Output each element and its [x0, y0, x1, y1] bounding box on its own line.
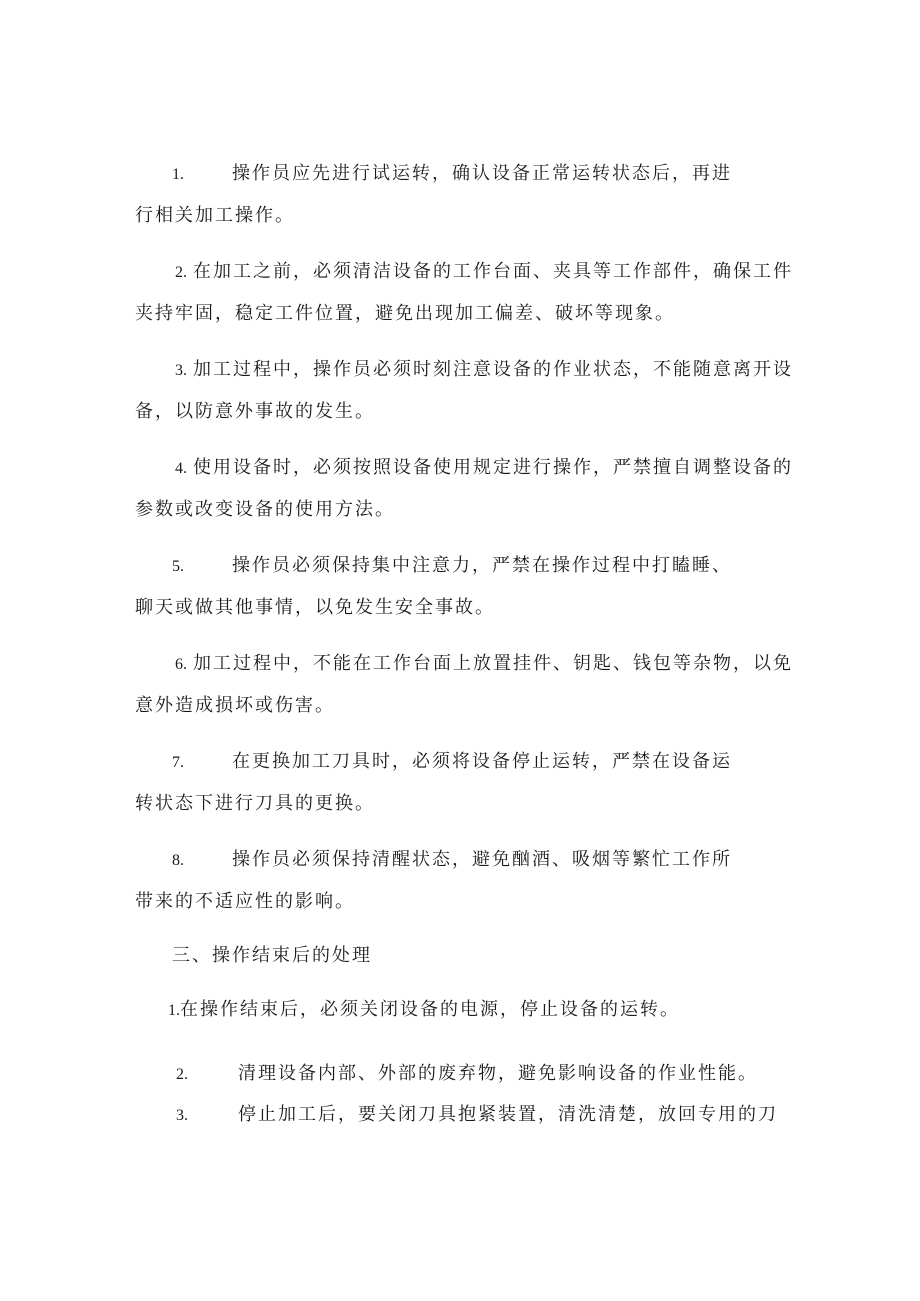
list-text: 在加工之前，必须清洁设备的工作台面、夹具等工作部件，确保工件 [193, 261, 793, 282]
list-text: 操作员应先进行试运转，确认设备正常运转状态后，再进 [232, 163, 732, 184]
list-text: 在操作结束后，必须关闭设备的电源，停止设备的运转。 [180, 999, 680, 1020]
list-text: 加工过程中，不能在工作台面上放置挂件、钥匙、钱包等杂物，以免 [193, 653, 793, 674]
list-text: 操作员必须保持集中注意力，严禁在操作过程中打瞌睡、 [232, 555, 732, 576]
list-item-3-line1 [175, 358, 793, 383]
list-item-4-line1 [175, 456, 793, 481]
list-text: 使用设备时，必须按照设备使用规定进行操作，严禁擅自调整设备的 [193, 457, 793, 478]
list-number: 3. [176, 1107, 188, 1124]
list-number: 3. [175, 362, 187, 379]
list-number: 2. [175, 264, 187, 281]
list-item-8-line1 [172, 848, 732, 873]
list-item-1-line1 [172, 162, 732, 187]
list-number: 6. [175, 656, 187, 673]
list-number: 4. [175, 460, 187, 477]
list-item-6-line1 [175, 652, 793, 677]
list-text: 在更换加工刀具时，必须将设备停止运转，严禁在设备运 [232, 751, 732, 772]
list-text: 清理设备内部、外部的废弃物，避免影响设备的作业性能。 [238, 1063, 758, 1084]
list-item-5-line1 [172, 554, 732, 579]
list-number: 5. [172, 558, 184, 575]
list-number: 8. [172, 852, 184, 869]
list-number: 2. [176, 1066, 188, 1083]
list-item-6-line2: 意外造成损坏或伤害。 [135, 695, 335, 716]
list-number: 1. [168, 1002, 180, 1019]
list-number: 1. [172, 166, 184, 183]
section3-item-3 [176, 1103, 778, 1128]
list-text: 停止加工后，要关闭刀具抱紧装置，清洗清楚，放回专用的刀 [238, 1104, 778, 1125]
list-number: 7. [172, 754, 184, 771]
list-item-7-line2: 转状态下进行刀具的更换。 [135, 793, 375, 814]
section3-item-2 [176, 1062, 758, 1087]
list-item-3-line2: 备，以防意外事故的发生。 [135, 401, 375, 422]
list-text: 加工过程中，操作员必须时刻注意设备的作业状态，不能随意离开设 [193, 359, 793, 380]
list-item-4-line2: 参数或改变设备的使用方法。 [135, 499, 395, 520]
section3-item-1 [168, 998, 680, 1023]
list-item-7-line1 [172, 750, 732, 775]
list-item-2-line1 [175, 260, 793, 285]
list-item-8-line2: 带来的不适应性的影响。 [135, 891, 355, 912]
list-item-1-line2: 行相关加工操作。 [135, 205, 295, 226]
list-text: 操作员必须保持清醒状态，避免酗酒、吸烟等繁忙工作所 [232, 849, 732, 870]
section-heading: 三、操作结束后的处理 [172, 945, 372, 966]
list-item-5-line2: 聊天或做其他事情，以免发生安全事故。 [135, 597, 495, 618]
list-item-2-line2: 夹持牢固，稳定工件位置，避免出现加工偏差、破坏等现象。 [135, 303, 675, 324]
